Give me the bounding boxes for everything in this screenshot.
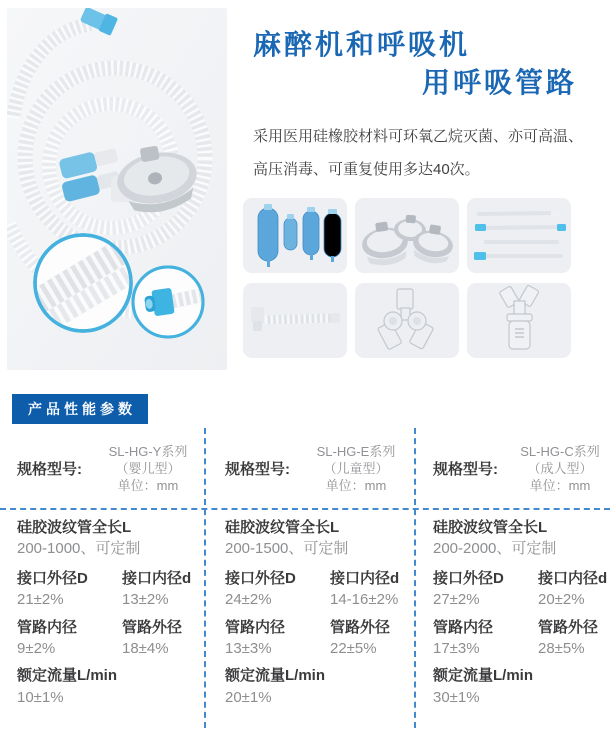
pipe-id-value: 17±3% bbox=[433, 640, 480, 657]
pipe-id-label: 管路内径 bbox=[433, 619, 494, 636]
product-description bbox=[253, 120, 597, 186]
pipe-id-value: 13±3% bbox=[225, 640, 272, 657]
flow-label: 额定流量L/min bbox=[225, 667, 325, 684]
tube-length-value: 200-1000、可定制 bbox=[17, 540, 141, 557]
series-unit: 单位：mm bbox=[117, 477, 179, 493]
flow-value: 30±1% bbox=[433, 689, 480, 706]
thumbnail-water-trap bbox=[467, 283, 571, 358]
spec-model-label: 规格型号: bbox=[225, 460, 290, 478]
tube-length-value: 200-1500、可定制 bbox=[225, 540, 349, 557]
page-title-line2: 用呼吸管路 bbox=[421, 67, 577, 98]
description-line1: 采用医用硅橡胶材料可环氧乙烷灭菌、亦可高温、 bbox=[253, 128, 584, 145]
series-name: SL-HG-E系列 bbox=[316, 443, 396, 459]
connector-od-value: 21±2% bbox=[17, 591, 64, 608]
flow-label: 额定流量L/min bbox=[17, 667, 117, 684]
series-name: SL-HG-Y系列 bbox=[108, 443, 188, 459]
pipe-od-value: 28±5% bbox=[538, 640, 585, 657]
flow-label: 额定流量L/min bbox=[433, 667, 533, 684]
series-name: SL-HG-C系列 bbox=[520, 443, 600, 459]
spec-table bbox=[0, 428, 610, 728]
section-banner: 产品性能参数 bbox=[12, 394, 148, 424]
flow-value: 10±1% bbox=[17, 689, 64, 706]
pipe-id-label: 管路内径 bbox=[225, 619, 286, 636]
water-trap-icon bbox=[467, 283, 571, 358]
spec-model-label: 规格型号: bbox=[17, 460, 82, 478]
spec-column-header bbox=[206, 428, 414, 508]
hero-product-photo bbox=[7, 8, 227, 370]
connector-id-label: 接口内径d bbox=[122, 570, 192, 587]
connector-id-label: 接口内径d bbox=[330, 570, 400, 587]
connector-od-value: 27±2% bbox=[433, 591, 480, 608]
thumbnail-y-connector bbox=[355, 283, 459, 358]
tube-length-label: 硅胶波纹管全长L bbox=[17, 519, 132, 536]
series-variant: （儿童型） bbox=[323, 460, 389, 476]
page-title-line1: 麻醉机和呼吸机 bbox=[253, 29, 471, 60]
tube-length-label: 硅胶波纹管全长L bbox=[433, 519, 548, 536]
pipe-od-label: 管路外径 bbox=[538, 619, 599, 636]
pipe-od-value: 18±4% bbox=[122, 640, 169, 657]
spec-column-body bbox=[416, 518, 610, 708]
spec-column-header bbox=[416, 428, 610, 508]
series-block bbox=[302, 443, 410, 494]
tube-length-label: 硅胶波纹管全长L bbox=[225, 519, 340, 536]
connector-od-label: 接口外径D bbox=[17, 570, 88, 587]
spec-column-infant bbox=[0, 428, 204, 728]
suction-tubes-icon bbox=[467, 198, 571, 273]
flow-value: 20±1% bbox=[225, 689, 272, 706]
table-header-divider bbox=[0, 508, 610, 510]
spec-column-adult bbox=[414, 428, 610, 728]
series-variant: （婴儿型） bbox=[115, 460, 181, 476]
spec-column-child bbox=[204, 428, 414, 728]
thumbnail-corrugated-tube bbox=[243, 283, 347, 358]
series-block bbox=[94, 443, 202, 494]
connector-id-value: 20±2% bbox=[538, 591, 585, 608]
breathing-circuit-illustration bbox=[7, 8, 227, 370]
series-variant: （成人型） bbox=[527, 460, 593, 476]
spec-model-label: 规格型号: bbox=[433, 460, 498, 478]
anesthesia-masks-icon bbox=[355, 198, 459, 273]
series-unit: 单位：mm bbox=[529, 477, 591, 493]
thumbnail-anesthesia-masks bbox=[355, 198, 459, 273]
thumbnail-suction-tubes bbox=[467, 198, 571, 273]
connector-od-value: 24±2% bbox=[225, 591, 272, 608]
spec-column-body bbox=[206, 518, 414, 708]
pipe-od-value: 22±5% bbox=[330, 640, 377, 657]
connector-id-value: 14-16±2% bbox=[330, 591, 399, 608]
spec-column-body bbox=[0, 518, 204, 708]
connector-id-value: 13±2% bbox=[122, 591, 169, 608]
connector-od-label: 接口外径D bbox=[225, 570, 296, 587]
spec-column-header bbox=[0, 428, 204, 508]
connector-od-label: 接口外径D bbox=[433, 570, 504, 587]
page-title bbox=[246, 26, 586, 102]
y-connector-icon bbox=[355, 283, 459, 358]
breathing-bags-icon bbox=[243, 198, 347, 273]
corrugated-tube-icon bbox=[243, 283, 347, 358]
pipe-id-label: 管路内径 bbox=[17, 619, 78, 636]
tube-length-value: 200-2000、可定制 bbox=[433, 540, 557, 557]
pipe-id-value: 9±2% bbox=[17, 640, 56, 657]
series-unit: 单位：mm bbox=[325, 477, 387, 493]
accessory-thumbnails bbox=[243, 198, 571, 358]
series-block bbox=[510, 443, 610, 494]
connector-id-label: 接口内径d bbox=[538, 570, 608, 587]
pipe-od-label: 管路外径 bbox=[122, 619, 183, 636]
description-line2: 高压消毒、可重复使用多达40次。 bbox=[253, 161, 480, 178]
pipe-od-label: 管路外径 bbox=[330, 619, 391, 636]
thumbnail-breathing-bags bbox=[243, 198, 347, 273]
